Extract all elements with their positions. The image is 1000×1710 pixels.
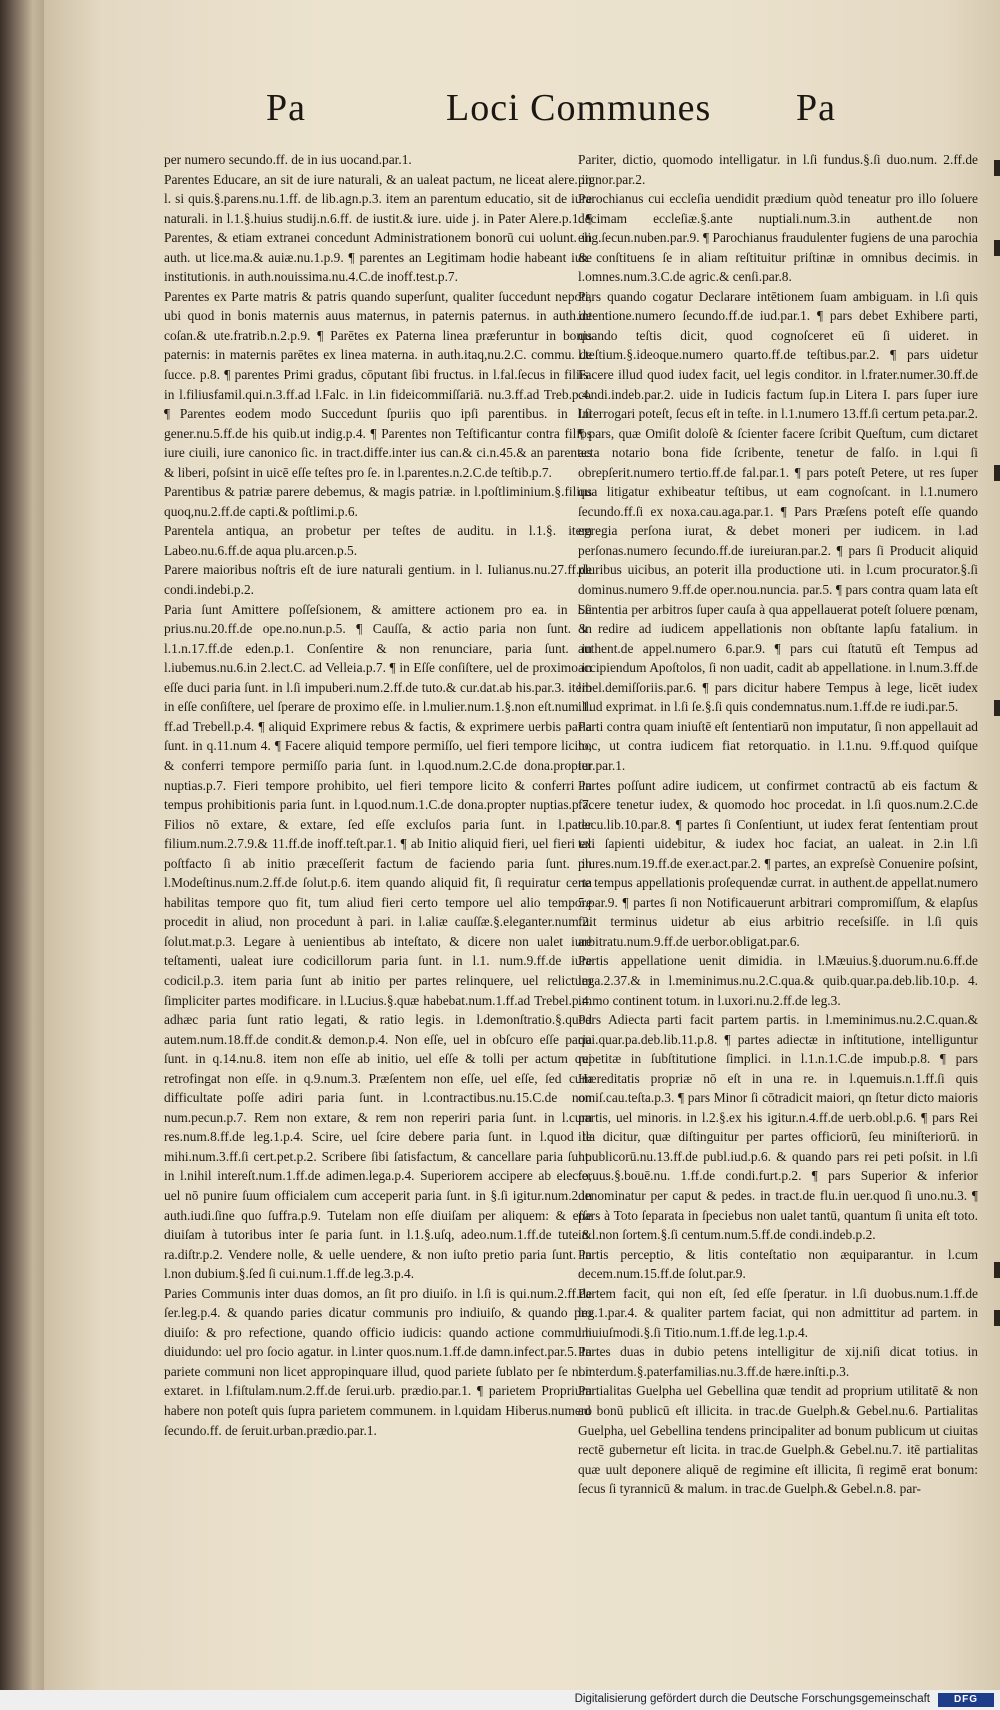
header-left-abbrev: Pa: [266, 87, 306, 129]
index-entry: Pars quando cogatur Declarare intētionem ſuam ambiguam. in l.ſi quis intentione.numero ſecundo.ff.de iud.par.1. ¶ pars debet Exhibere parti, quando teſtis dicit, quod cognoſceret eū ſi uideret. in l.teſtium.§.ideoque.numero quarto.ff.de teſtibus.par.2. ¶ pars uidetur Facere illud quod iudex facit, uel legis conditor. in l.frater.numer.30.ff.de condi.indeb.par.2. uide in Iudicis factum ſup.in Litera I. pars ſuper iure Interrogari poteſt, ſecus eſt in teſte. in l.1.numero 13.ff.ſi certum peta.par.2. ¶ pars, quæ Omiſit doloſè & ſcienter facere ſcribit Queſtum, cum dictaret acta notario bona fide ſcribente, tenetur de falſo. in l.qui ſi obrepſerit.numero tertio.ff.de fal.par.1. ¶ pars poteſt Petere, ut res ſuper qua litigatur exhibeatur teſtibus, ut eam cognoſcant. in l.1.numero ſecundo.ff.ſi ex noxa.cau.aga.par.1. ¶ Pars Præſens poteſt eſſe quando egregia perſona iurat, & debet moneri per iudicem. in l.ad perſonas.numero ſecundo.ff.de iureiuran.par.2. ¶ pars ſi Producit aliquid pluribus uicibus, an poterit illa productione uti. in l.cum procurator.§.ſi dominus.numero 9.ff.de oper.nou.nuncia. par.5. ¶ pars contra quam lata eſt Sententia per arbitros ſuper cauſa à qua appellauerat poteſt ſoluere pœnam, & redire ad iudicem appellationis non obſtante lapſu fatalium. in authent.de appel.numero 6.par.9. ¶ pars cui ſtatutū eſt Tempus ad accipiendum Apoſtolos, ſi non uadit, cadit ab appellatione. in l.num.3.ff.de libel.demiſſoriis.par.6. ¶ pars dicitur habere Tempus à lege, licēt iudex illud exprimat. in l.ſi ſe.§.ſi quis condemnatus.num.1.ff.de re iudi.par.5.: [578, 288, 978, 715]
edge-mark: [994, 1310, 1000, 1326]
index-entry: Partem facit, qui non eſt, ſed eſſe ſperatur. in l.ſi duobus.num.1.ff.de leg.1.par.4. & qualiter partem faciat, qui non admittitur ad partem. in l.huiuſmodi.§.ſi Titio.num.1.ff.de leg.1.p.4.: [578, 1285, 978, 1340]
left-text-column: [164, 150, 592, 1660]
index-entry: Parochianus cui eccleſia uendidit prædium quòd teneatur pro illo ſoluere decimam eccleſiæ.§.ante nuptiali.num.3.in authent.de non elig.ſecun.nuben.par.9. ¶ Parochianus fraudulenter fugiens de una parochia & conſtituens ſe in aliam reſtituitur priſtinæ in omnibus decimis. in l.omnes.num.3.C.de agric.& cenſi.par.8.: [578, 191, 978, 285]
index-entry: Partes duas in dubio petens intelligitur de xij.niſi dicat totius. in l.interdum.§.paterfamilias.nu.3.ff.de hære.inſti.p.3.: [578, 1344, 978, 1379]
page-edge-marks: [990, 0, 1000, 1690]
dfg-logo: DFG: [938, 1693, 994, 1707]
index-entry: Parentes ex Parte matris & patris quando superſunt, qualiter ſuccedunt nepoti, ubi quod in bonis maternis auus maternus, in paternis paternus. in auth.de coſan.& ute.fratrib.n.2.p.9. ¶ Parētes ex Paterna linea præferuntur in bonis paternis: in maternis parētes ex linea materna. in auth.itaq,nu.2.C. commu. de ſucce. p.8. ¶ parentes Primi gradus, cōputant ſibi fructus. in l.fal.ſecus in filiis. in l.filiusfamil.qui.n.3.ff.ad l.Falc. in l.in fideicommiſſariā. nu.3.ff.ad Treb.p.4. ¶ Parentes eodem modo Succedunt ſpuriis quo ipſi parentibus. in l.ſi gener.nu.5.ff.de his quib.ut indig.p.4. ¶ Parentes non Teſtificantur contra filios iure ciuili, iure canonico ſic. in tract.diffe.inter ius can.& ci.n.45.& an parentes & liberi, poſsint in uicē eſſe teſtes pro ſe. in l.parentes.n.2.C.de teſtib.p.7.: [164, 288, 592, 480]
index-entry: Parti contra quam iniuſtē eſt ſententiarū non imputatur, ſi non appellauit ad hoc, ut contra iudicem fiat retorquatio. in l.1.nu. 9.ff.quod quiſque iur.par.1.: [578, 718, 978, 773]
index-entry: Partialitas Guelpha uel Gebellina quæ tendit ad proprium utilitatē & non ad bonū publicū eſt illicita. in trac.de Guelph.& Gebel.nu.6. Partialitas Guelpha, uel Gebellina tendens principaliter ad bonum publicum ut ciuitas rectē gubernetur eſt licita. in trac.de Guelph.& Gebel.nu.7. itē partialitas quæ uult deponere aliquē de regimine eſt illicita, ſi regimē erat bonum: ſecus ſi tyrannicū & malum. in trac.de Guelph.& Gebel.n.8. par-: [578, 1383, 978, 1497]
running-header: [44, 86, 1000, 146]
edge-mark: [994, 700, 1000, 716]
edge-mark: [994, 160, 1000, 176]
index-entry: Pars Adiecta parti facit partem partis. in l.meminimus.nu.2.C.quan.& qui.quar.pa.deb.lib.11.p.8. ¶ partes adiectæ in inſtitutione, intelliguntur repetitæ in ſubſtitutione ſimplici. in l.1.n.1.C.de impub.p.8. ¶ pars Hæreditatis propriæ nō eſt in una re. in l.quemuis.n.1.ff.ſi quis omiſ.cau.teſta.p.3. ¶ pars Minor ſi cōtradicit maiori, qn ſtetur dicto maioris partis, uel minoris. in l.2.§.ex his igitur.n.4.ff.de uerb.obl.p.6. ¶ pars Rei illa dicitur, quæ diſtinguitur per partes officiorū, ſeu miniſteriorū. in l.publicorū.nu.13.ff.de publ.iud.p.6. & quando pars rei peti poſsit. in l.ſi ſeruus.§.bouē.nu. 1.ff.de condi.furt.p.2. ¶ pars Superior & inferior denominatur per caput & pedes. in tract.de flu.in uer.quod ſi uno.nu.3. ¶ pars à Toto ſeparata in ſpeciebus non ualet tantū, quantum ſi unita eſt toto. in l.non ſortem.§.ſi centum.num.5.ff.de condi.indeb.p.2.: [578, 1012, 978, 1243]
index-entry: Partis perceptio, & litis conteſtatio non æquiparantur. in l.cum decem.num.15.ff.de ſolut.par.9.: [578, 1246, 978, 1282]
index-entry: Paries Communis inter duas domos, an ſit pro diuiſo. in l.ſi is qui.num.2.ff.de ſer.leg.p.4. & quando paries dicatur communis pro indiuiſo, & quando pro diuiſo: & pro refectione, quando officio iudicis: quando actione communi diuidundo: uel pro ſocio agatur. in l.inter quos.num.1.ff.de damn.infect.par.5. In pariete communi non licet appropinquare illud, quod pariete ſublato per ſe non extaret. in l.fiſtulam.num.2.ff.de ſerui.urb. prædio.par.1. ¶ parietem Proprium habere non poteſt quis ſupra parietem communem. in l.quidam Hiberus.numero ſecundo.ff. de ſeruit.urban.prædio.par.1.: [164, 1285, 592, 1438]
index-entry: Parere maioribus noſtris eſt de iure naturali gentium. in l. Iulianus.nu.27.ff.de condi.indebi.p.2.: [164, 562, 592, 598]
edge-mark: [994, 465, 1000, 481]
index-entry: Parentes Educare, an sit de iure naturali, & an ualeat pactum, ne liceat alere. in l. si quis.§.parens.nu.1.ff. de lib.agn.p.3. item an parentum educatio, sit de iure naturali. in l.1.§.huius studij.n.6.ff. de iustit.& iure. uide j. in Pater Alere.p.1. ¶ Parentes, & etiam extranei concedunt Administrationem bonorū cui uolunt. in auth. ut lice.ma.& auiæ.nu.1.p.9. ¶ parentes an Legitimam hodie habeant iure institutionis. in auth.nouissima.nu.4.C.de inoff.test.p.7.: [164, 171, 592, 285]
edge-mark: [994, 240, 1000, 256]
book-spine: [0, 0, 44, 1690]
index-entry: Pariter, dictio, quomodo intelligatur. in l.ſi fundus.§.ſi duo.num. 2.ff.de pignor.par.2.: [578, 152, 978, 187]
page-title: Loci Communes: [446, 87, 712, 129]
index-entry: Parentela antiqua, an probetur per teſtes de auditu. in l.1.§. item Labeo.nu.6.ff.de aqua plu.arcen.p.5.: [164, 523, 592, 558]
index-entry: Paria ſunt Amittere poſſeſsionem, & amittere actionem pro ea. in l.ſi prius.nu.20.ff.de ope.no.nun.p.5. ¶ Cauſſa, & actio paria non ſunt. in l.1.n.17.ff.de eden.p.1. Conſentire & non renunciare, paria ſunt. in l.iubemus.nu.6.in 2.lect.C. ad Velleia.p.7. ¶ in Eſſe conſiſtere, uel de proximo in eſſe duci paria ſunt. in l.ſi impuberi.num.2.ff.de tuto.& cur.dat.ab his.par.3. item in eſſe conſiſtere, uel ſperare de proximo eſſe. in l.mulier.num.1.§.non eſt.num.1. ff.ad Trebell.p.4. ¶ aliquid Exprimere rebus & factis, & exprimere uerbis paria ſunt. in q.11.num 4. ¶ Facere aliquid tempore permiſſo, uel fieri tempore licito, & conferri tempore permiſſo paria ſunt. in l.quod.num.2.C.de dona.propter nuptias.p.7. Fieri tempore prohibito, uel fieri tempore licito & conferri in tempus prohibitionis paria ſunt. in l.quod.num.1.C.de dona.propter nuptias.p.7. Filios nō extare, & extare, ſed eſſe excluſos paria ſunt. in l.pater filium.num.2.7.9.& 11.ff.de inoff.teſt.par.1. ¶ ab Initio aliquid fieri, uel fieri ex poſtfacto ſi ab initio præceſſerit factum de faciendo paria ſunt. in l.Modeſtinus.num.2.ff.de ſolut.p.6. item quando aliquid fit, ſi requiratur certa habilitas tempore quo fit, tum aliud fieri certo tempore uel alio tempore procedit in aliud, non procedunt à pari. in l.aliæ cauſſæ.§.eleganter.num.2. ſolut.mat.p.3. Legare à uenientibus ab inteſtato, & dicere non ualet iure teſtamenti, ualeat iure codicillorum paria ſunt. in l.1. num.9.ff.de iure codicil.p.3. item paria ſunt ab initio per partes relinquere, uel relictum ſimpliciter partes modificare. in l.Lucius.§.quæ habebat.num.1.ff.ad Trebel.p.4. adhæc paria ſunt ratio legati, & ratio legis. in l.demonſtratio.§.quod autem.num.18.ff.de condit.& demon.p.4. Non eſſe, uel in obſcuro eſſe paria ſunt. in q.14.nu.8. item non eſſe ab initio, uel eſſe & tolli per actum qui retrofingat non eſſe. in q.9.num.3. Præſentem non eſſe, uel eſſe, ſed cum difficultate poſſe adiri paria ſunt. in l.contractibus.nu.15.C.de non num.pecun.p.7. Rem non extare, & rem non reperiri paria ſunt. in l.cum res.num.8.ff.de leg.1.p.4. Scire, uel ſcire debere paria ſunt. in l.quod te mihi.num.3.ff.ſi cert.pet.p.2. Scribere ſibi ſatisfactum, & cancellare paria ſunt. in l.nihil intereſt.num.1.ff.de adimen.lega.p.4. Superiorem accipere ab electo, uel nō punire ſuum officialem cum acceperit paria ſunt. in §.ſi igitur.num.2.in auth.iudi.ſine quo ſuffra.p.9. Tutelam non eſſe diuiſam per aliquem: & eſſe diuiſam à tutoribus inter ſe paria ſunt. in l.1.§.uſq, adeo.num.1.ff.de tute.& ra.diſtr.p.2. Vendere nolle, & uelle uendere, & non iuſto pretio paria ſunt. in l.non dubium.§.ſed ſi cui.num.1.ff.de leg.3.p.4.: [164, 601, 592, 1282]
index-entry: per numero secundo.ff. de in ius uocand.par.1.: [164, 152, 412, 167]
index-entry: Partis appellatione uenit dimidia. in l.Mæuius.§.duorum.nu.6.ff.de lega.2.37.& in l.meminimus.nu.2.C.qua.& quib.quar.pa.deb.lib.10.p. 4. immo continent totum. in l.uxori.nu.2.ff.de leg.3.: [578, 953, 978, 1008]
book-page: [44, 0, 1000, 1690]
header-right-abbrev: Pa: [796, 87, 836, 129]
digitization-footer: [0, 1690, 1000, 1710]
footer-credit: Digitalisierung gefördert durch die Deutsche Forschungsgemeinschaft: [574, 1693, 930, 1705]
edge-mark: [994, 1262, 1000, 1278]
right-text-column: [578, 150, 978, 1660]
index-entry: Parentibus & patriæ parere debemus, & magis patriæ. in l.poſtliminium.§.filius quoq,nu.2.ff.de capti.& poſtlimi.p.6.: [164, 484, 592, 519]
index-entry: Partes poſſunt adire iudicem, ut confirmet contractū ab eis factum & facere tenetur iudex, & quomodo hoc procedat. in l.ſi quos.num.2.C.de decu.lib.10.par.8. ¶ partes ſi Conſentiunt, ut iudex ferat ſententiam prout tali ſapienti uidebitur, & iudex hoc faciat, an ualeat. in 2.in l.ſi plures.num.19.ff.de exer.act.par.2. ¶ partes, an expreſsè Conuenire poſsint, ne tempus appellationis proſequendæ currat. in authent.de appellat.numero 5.par.9. ¶ partes ſi non Notificauerunt arbitrari compromiſſum, & elapſus fuit terminus uidetur ab eius arbitrio receſsiſſe. in l.ſi quis arbitratu.num.9.ff.de uerbor.obligat.par.6.: [578, 777, 978, 949]
